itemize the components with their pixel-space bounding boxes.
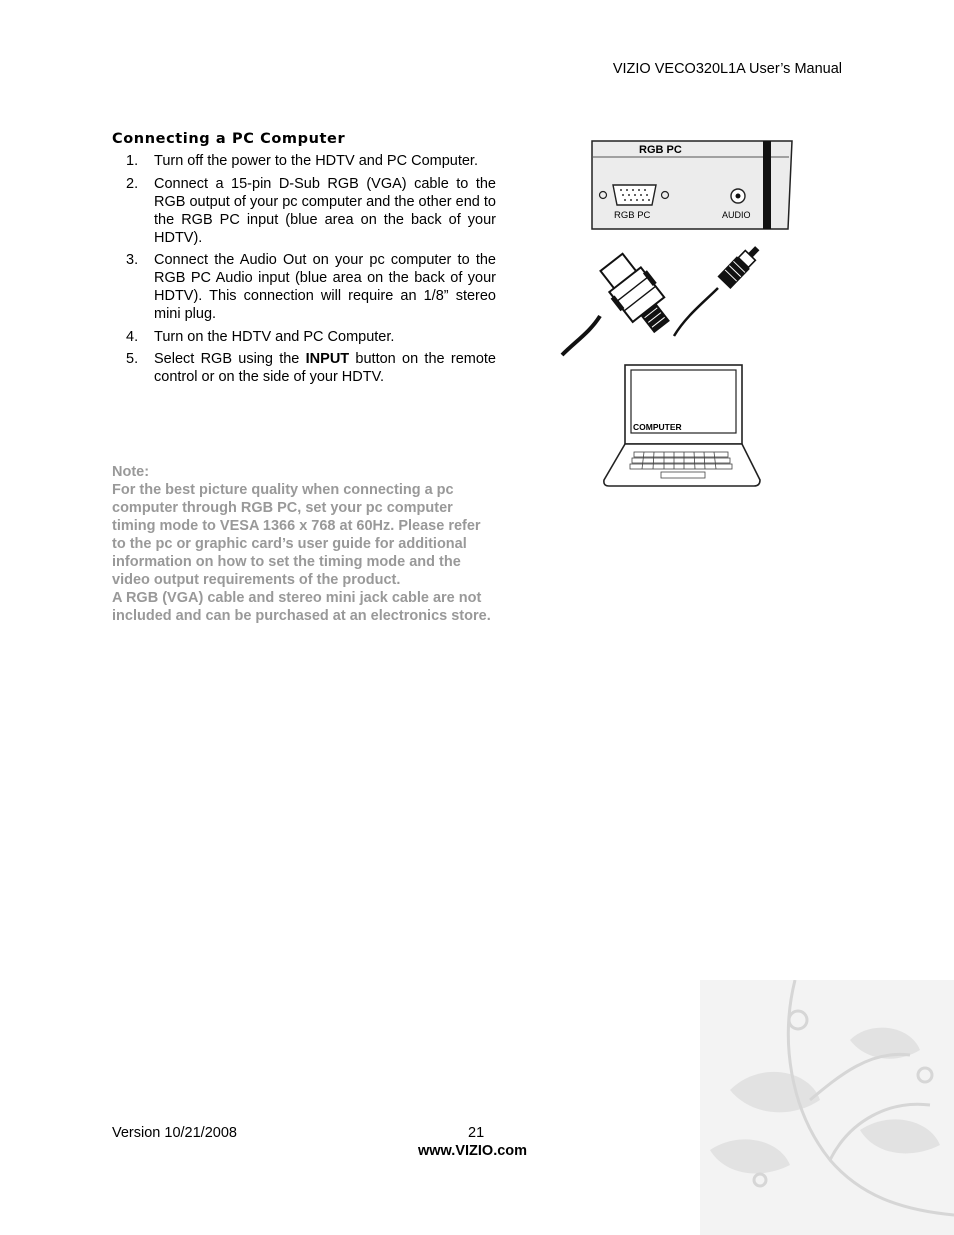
step-number: 5. (126, 351, 139, 367)
vga-cable-icon (562, 248, 680, 355)
note-block (112, 463, 492, 625)
section-heading: Connecting a PC Computer (112, 131, 346, 147)
step-text: Turn on the HDTV and PC Computer. (154, 328, 395, 345)
floral-decoration (700, 980, 954, 1235)
page-number: 21 (468, 1125, 485, 1141)
note-label: Note: (112, 464, 150, 480)
step-number: 4. (126, 328, 139, 345)
step-text-before: Select RGB using the (154, 351, 306, 367)
list-item (112, 328, 496, 346)
step-text: Connect a 15-pin D-Sub RGB (VGA) cable to the RGB output of your pc computer and the other end to the RGB PC input (blue area on the back of your HDTV). (154, 175, 496, 246)
tv-rear-panel (592, 141, 792, 229)
list-item (112, 152, 496, 170)
audio-jack-icon (731, 189, 745, 203)
step-text (154, 351, 496, 385)
list-item (112, 175, 496, 247)
laptop-icon (604, 365, 760, 486)
footer-version: Version 10/21/2008 (112, 1125, 237, 1141)
connection-diagram (556, 136, 796, 492)
step-number: 2. (126, 175, 139, 192)
computer-label: COMPUTER (633, 422, 682, 432)
steps-list (112, 152, 496, 391)
step-text: Turn off the power to the HDTV and PC Computer. (154, 153, 478, 169)
step-number: 1. (126, 153, 139, 169)
header-title: VIZIO VECO320L1A User’s Manual (612, 61, 842, 77)
rgb-port-label: RGB PC (614, 210, 651, 221)
audio-cable-icon (674, 242, 764, 336)
step-number: 3. (126, 252, 139, 268)
list-item (112, 350, 496, 386)
input-button-label: INPUT (305, 351, 350, 367)
list-item (112, 251, 496, 323)
step-text-after: button on the remote control or on the side of your HDTV. (154, 351, 496, 385)
note-paragraph: For the best picture quality when connecting a pc computer through RGB PC, set your pc computer timing mode to VESA 1366 x 768 at 60Hz. Please refer to the pc or graphic card’s user guide for additional information on how to set the timing mode and the video output requirements of the product. (112, 482, 481, 588)
note-paragraph: A RGB (VGA) cable and stereo mini jack cable are not included and can be purchased at an electronics store. (112, 590, 491, 624)
step-text: Connect the Audio Out on your pc computer to the RGB PC Audio input (blue area on the back of your HDTV). This connection will require an 1/8” stereo mini plug. (154, 252, 496, 322)
panel-title: RGB PC (639, 144, 682, 156)
website-link[interactable]: www.VIZIO.com (418, 1143, 528, 1159)
audio-port-label: AUDIO (722, 210, 751, 220)
